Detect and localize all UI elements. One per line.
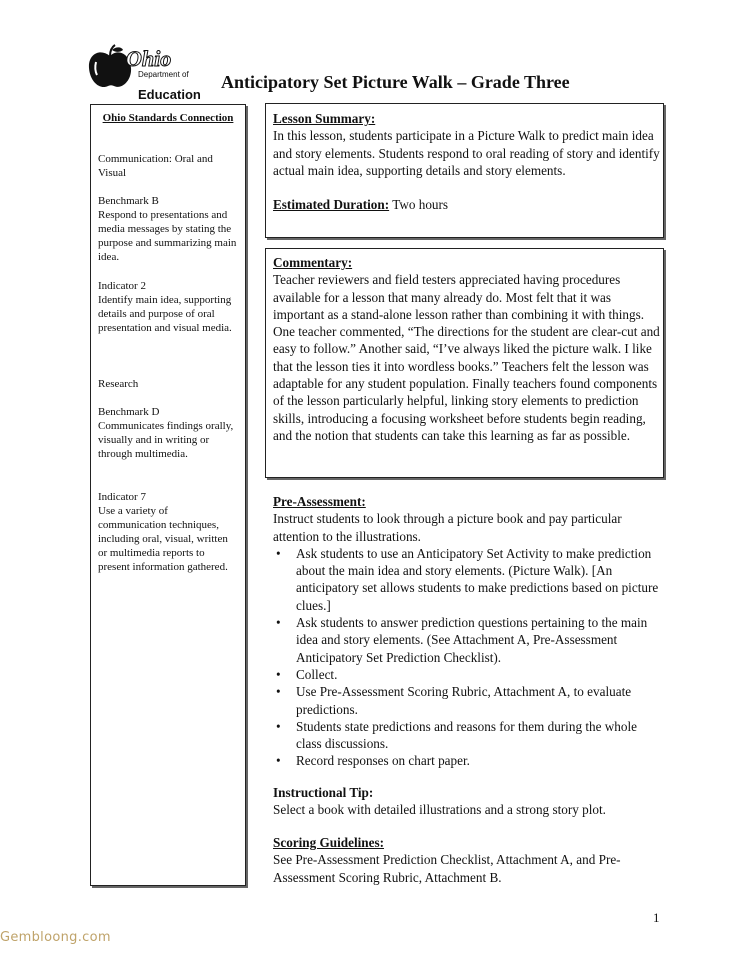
list-item: • Record responses on chart paper. (273, 752, 663, 769)
list-item: • Use Pre-Assessment Scoring Rubric, Attachment A, to evaluate predictions. (273, 683, 663, 718)
commentary-text: Teacher reviewers and field testers appreciated having procedures available for a lesson that many already do. Most felt that it was important as a stand-alone lesson rather than combining it with things. One teacher commented, “The directions for the student are clear-cut and easy to follow.” Another said, “I’ve always liked the picture walk. I like that the lesson ties it into wordless books.” Teachers felt the lesson was adaptable for any student population. Finally teachers found components of the lesson particularly helpful, linking story elements to prediction skills, introducing a focusing worksheet before students begin reading, and the notion that students can take this learning as far as possible. (273, 272, 660, 443)
indicator-7-text: Use a variety of communication techniques, including oral, visual, written or multimedia reports to present information gathered. (98, 505, 228, 573)
pre-assessment (273, 493, 663, 770)
indicator-2-text: Identify main idea, supporting details and purpose of oral presentation and visual media. (98, 294, 232, 334)
scoring-guidelines (273, 834, 663, 886)
ohio-education-logo (86, 40, 201, 102)
sidebar-heading: Ohio Standards Connection (102, 112, 234, 124)
lesson-summary-text: In this lesson, students participate in a Picture Walk to predict main idea and story elements. Students respond to oral reading of story and identify actual main idea, supporting details and story elements. (273, 128, 660, 178)
estimated-duration (273, 196, 663, 213)
watermark: Gembloong.com (0, 930, 111, 945)
sidebar-strand: Communication: Oral and Visual (98, 153, 213, 179)
duration-label: Estimated Duration: (273, 197, 390, 213)
instructional-tip-heading: Instructional Tip: (273, 785, 374, 800)
indicator-7-label: Indicator 7 (98, 491, 146, 503)
ohio-wordmark: Ohio (126, 46, 172, 71)
page-number: 1 (653, 910, 660, 925)
logo-education: Education (138, 87, 201, 102)
instructional-tip-text: Select a book with detailed illustrations and a strong story plot. (273, 802, 606, 818)
list-item: • Students state predictions and reasons for them during the whole class discussions. (273, 718, 663, 753)
benchmark-b-label: Benchmark B (98, 195, 159, 207)
page-title: Anticipatory Set Picture Walk – Grade Three (221, 72, 570, 92)
list-item: • Ask students to use an Anticipatory Set Activity to make prediction about the main idea and story elements. (Picture Walk). [An anticipatory set allows students to make predictions based on picture clues.] (273, 545, 663, 614)
commentary (273, 254, 663, 444)
indicator-2-label: Indicator 2 (98, 280, 146, 292)
scoring-guidelines-text: See Pre-Assessment Prediction Checklist, Attachment A, and Pre-Assessment Scoring Rubric, Attachment B. (273, 852, 621, 885)
benchmark-b-text: Respond to presentations and media messages by stating the purpose and summarizing main idea. (98, 209, 237, 263)
pre-assessment-heading: Pre-Assessment: (273, 494, 366, 509)
list-item: • Ask students to answer prediction questions pertaining to the main idea and story elements. (See Attachment A, Pre-Assessment Anticipatory Set Prediction Checklist). (273, 614, 663, 666)
benchmark-d-text: Communicates findings orally, visually and in writing or through multimedia. (98, 420, 234, 460)
benchmark-d-label: Benchmark D (98, 406, 160, 418)
list-item: • Collect. (273, 666, 663, 683)
scoring-guidelines-heading: Scoring Guidelines: (273, 835, 385, 850)
pre-assessment-intro: Instruct students to look through a picture book and pay particular attention to the illustrations. (273, 511, 622, 544)
pre-assessment-list (273, 545, 663, 770)
commentary-heading: Commentary: (273, 255, 353, 270)
research-heading: Research (98, 378, 139, 390)
lesson-summary-heading: Lesson Summary: (273, 111, 376, 126)
logo-department: Department of (138, 70, 189, 79)
lesson-summary (273, 110, 663, 213)
duration-value: Two hours (392, 197, 449, 213)
instructional-tip (273, 784, 663, 819)
